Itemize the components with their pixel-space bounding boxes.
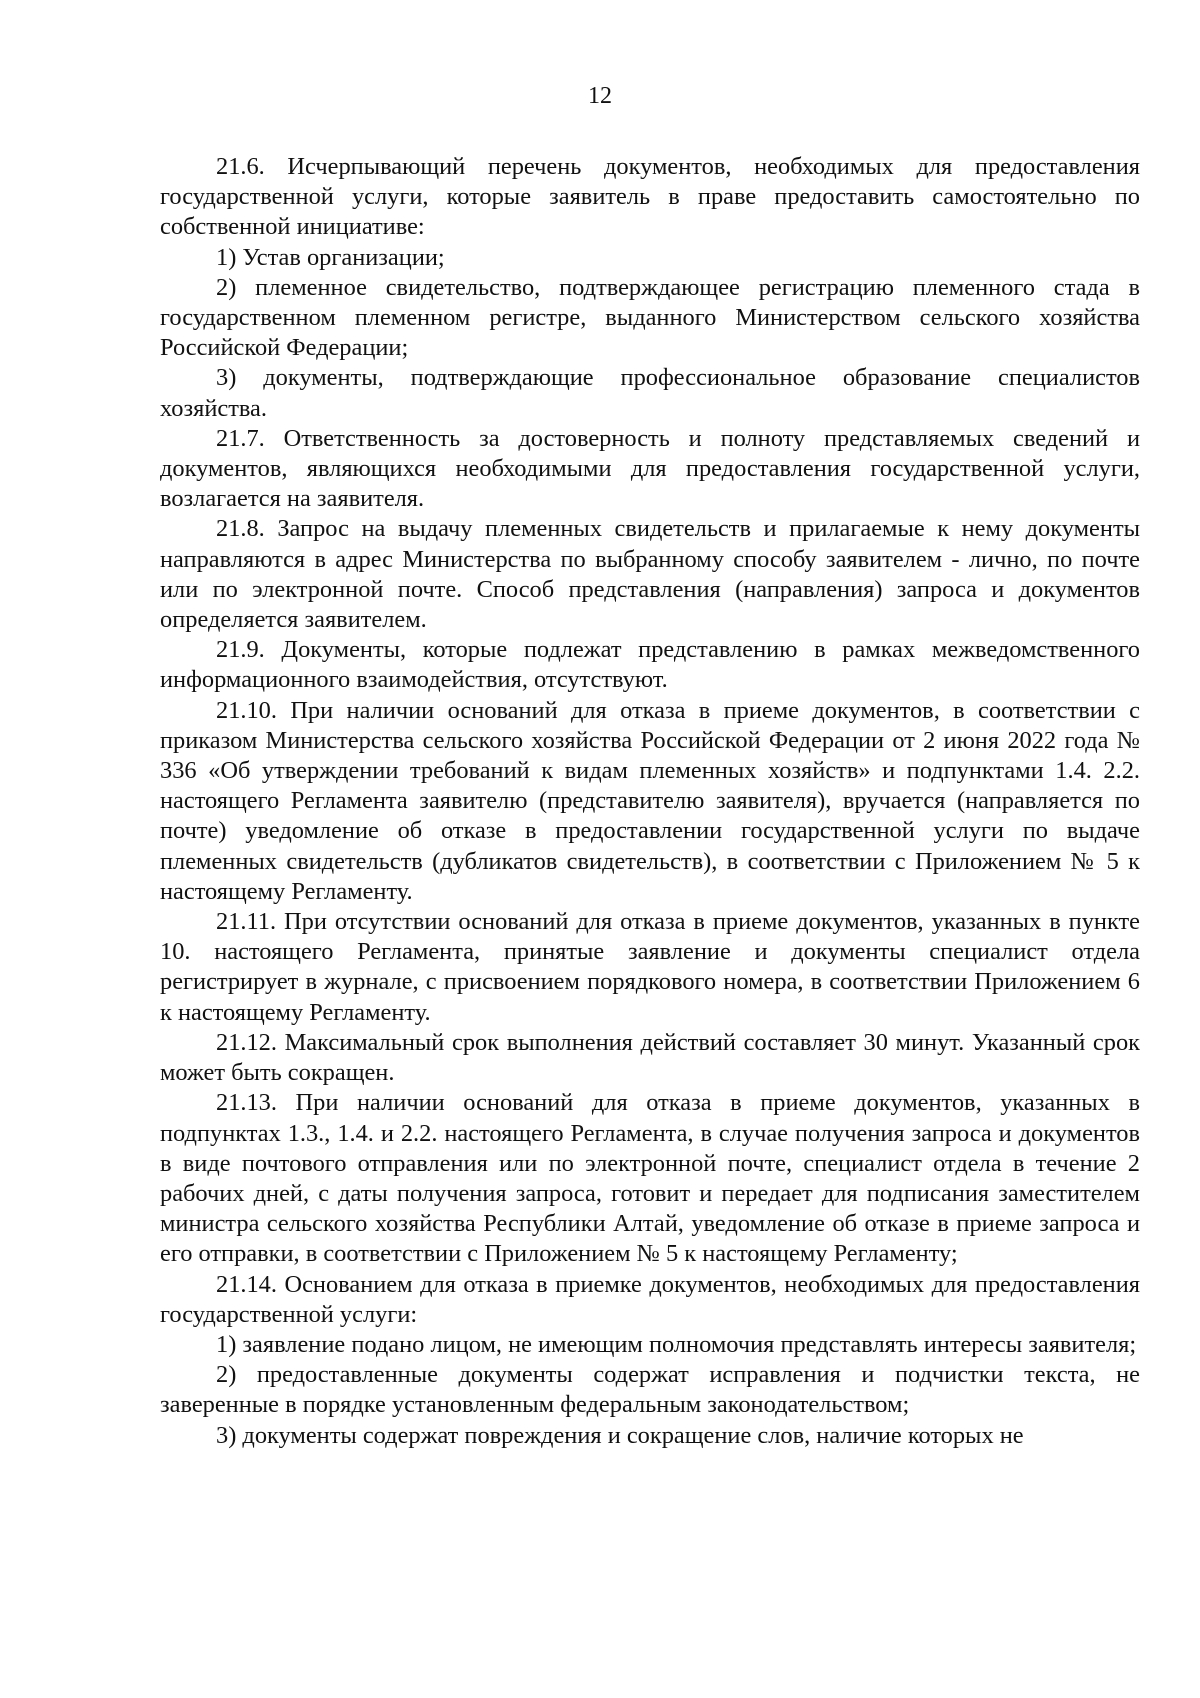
refusal-reason-1: 1) заявление подано лицом, не имеющим полномочия представлять интересы заявителя; xyxy=(216,1330,1137,1358)
paragraph-21-7: 21.7. Ответственность за достоверность и полноту представляемых сведений и документов, являющихся необходимыми для предоставления государственной услуги, возлагается на заявителя. xyxy=(160,424,1140,513)
page-number: 12 xyxy=(588,83,612,109)
list-item-1: 1) Устав организации; xyxy=(216,243,445,271)
paragraph-21-14: 21.14. Основанием для отказа в приемке документов, необходимых для предоставления государственной услуги: xyxy=(160,1270,1140,1328)
paragraph-21-12: 21.12. Максимальный срок выполнения действий составляет 30 минут. Указанный срок может быть сокращен. xyxy=(160,1028,1140,1087)
refusal-reason-2: 2) предоставленные документы содержат исправления и подчистки текста, не заверенные в порядке установленным федеральным законодательством; xyxy=(160,1361,1140,1419)
document-body xyxy=(160,152,1140,1451)
list-item-3: 3) документы, подтверждающие профессиональное образование специалистов хозяйства. xyxy=(160,364,1140,422)
paragraph-21-11: 21.11. При отсутствии оснований для отказа в приеме документов, указанных в пункте 10. настоящего Регламента, принятые заявление и документы специалист отдела регистрирует в журнале, с присвоением порядкового номера, в соответствии Приложением 6 к настоящему Регламенту. xyxy=(160,908,1140,1026)
paragraph-21-8: 21.8. Запрос на выдачу племенных свидетельств и прилагаемые к нему документы направляются в адрес Министерства по выбранному способу заявителем - лично, по почте или по электронной почте. Способ представления (направления) запроса и документов определяется заявителем. xyxy=(160,515,1140,634)
paragraph-21-10: 21.10. При наличии оснований для отказа в приеме документов, в соответствии с приказом Министерства сельского хозяйства Российской Федерации от 2 июня 2022 года № 336 «Об утверждении требований к видам племенных хозяйств» и подпунктами 1.4. 2.2. настоящего Регламента заявителю (представителю заявителя), вручается (направляется по почте) уведомление об отказе в предоставлении государственной услуги по выдаче племенных свидетельств (дубликатов свидетельств), в соответствии с Приложением № 5 к настоящему Регламенту. xyxy=(160,696,1140,905)
paragraph-21-13: 21.13. При наличии оснований для отказа в приеме документов, указанных в подпунктах 1.3., 1.4. и 2.2. настоящего Регламента, в случае получения запроса и документов в виде почтового отправления или по электронной почте, специалист отдела в течение 2 рабочих дней, с даты получения запроса, готовит и передает для подписания заместителем министра сельского хозяйства Республики Алтай, уведомление об отказе в приеме запроса и его отправки, в соответствии с Приложением № 5 к настоящему Регламенту; xyxy=(160,1089,1140,1268)
list-item-2: 2) племенное свидетельство, подтверждающее регистрацию племенного стада в государственном племенном регистре, выданного Министерством сельского хозяйства Российской Федерации; xyxy=(160,273,1140,362)
refusal-reason-3: 3) документы содержат повреждения и сокращение слов, наличие которых не xyxy=(216,1421,1024,1449)
paragraph-21-6: 21.6. Исчерпывающий перечень документов, необходимых для предоставления государственной услуги, которые заявитель в праве предоставить самостоятельно по собственной инициативе: xyxy=(160,153,1140,241)
paragraph-21-9: 21.9. Документы, которые подлежат представлению в рамках межведомственного информационного взаимодействия, отсутствуют. xyxy=(160,636,1140,694)
